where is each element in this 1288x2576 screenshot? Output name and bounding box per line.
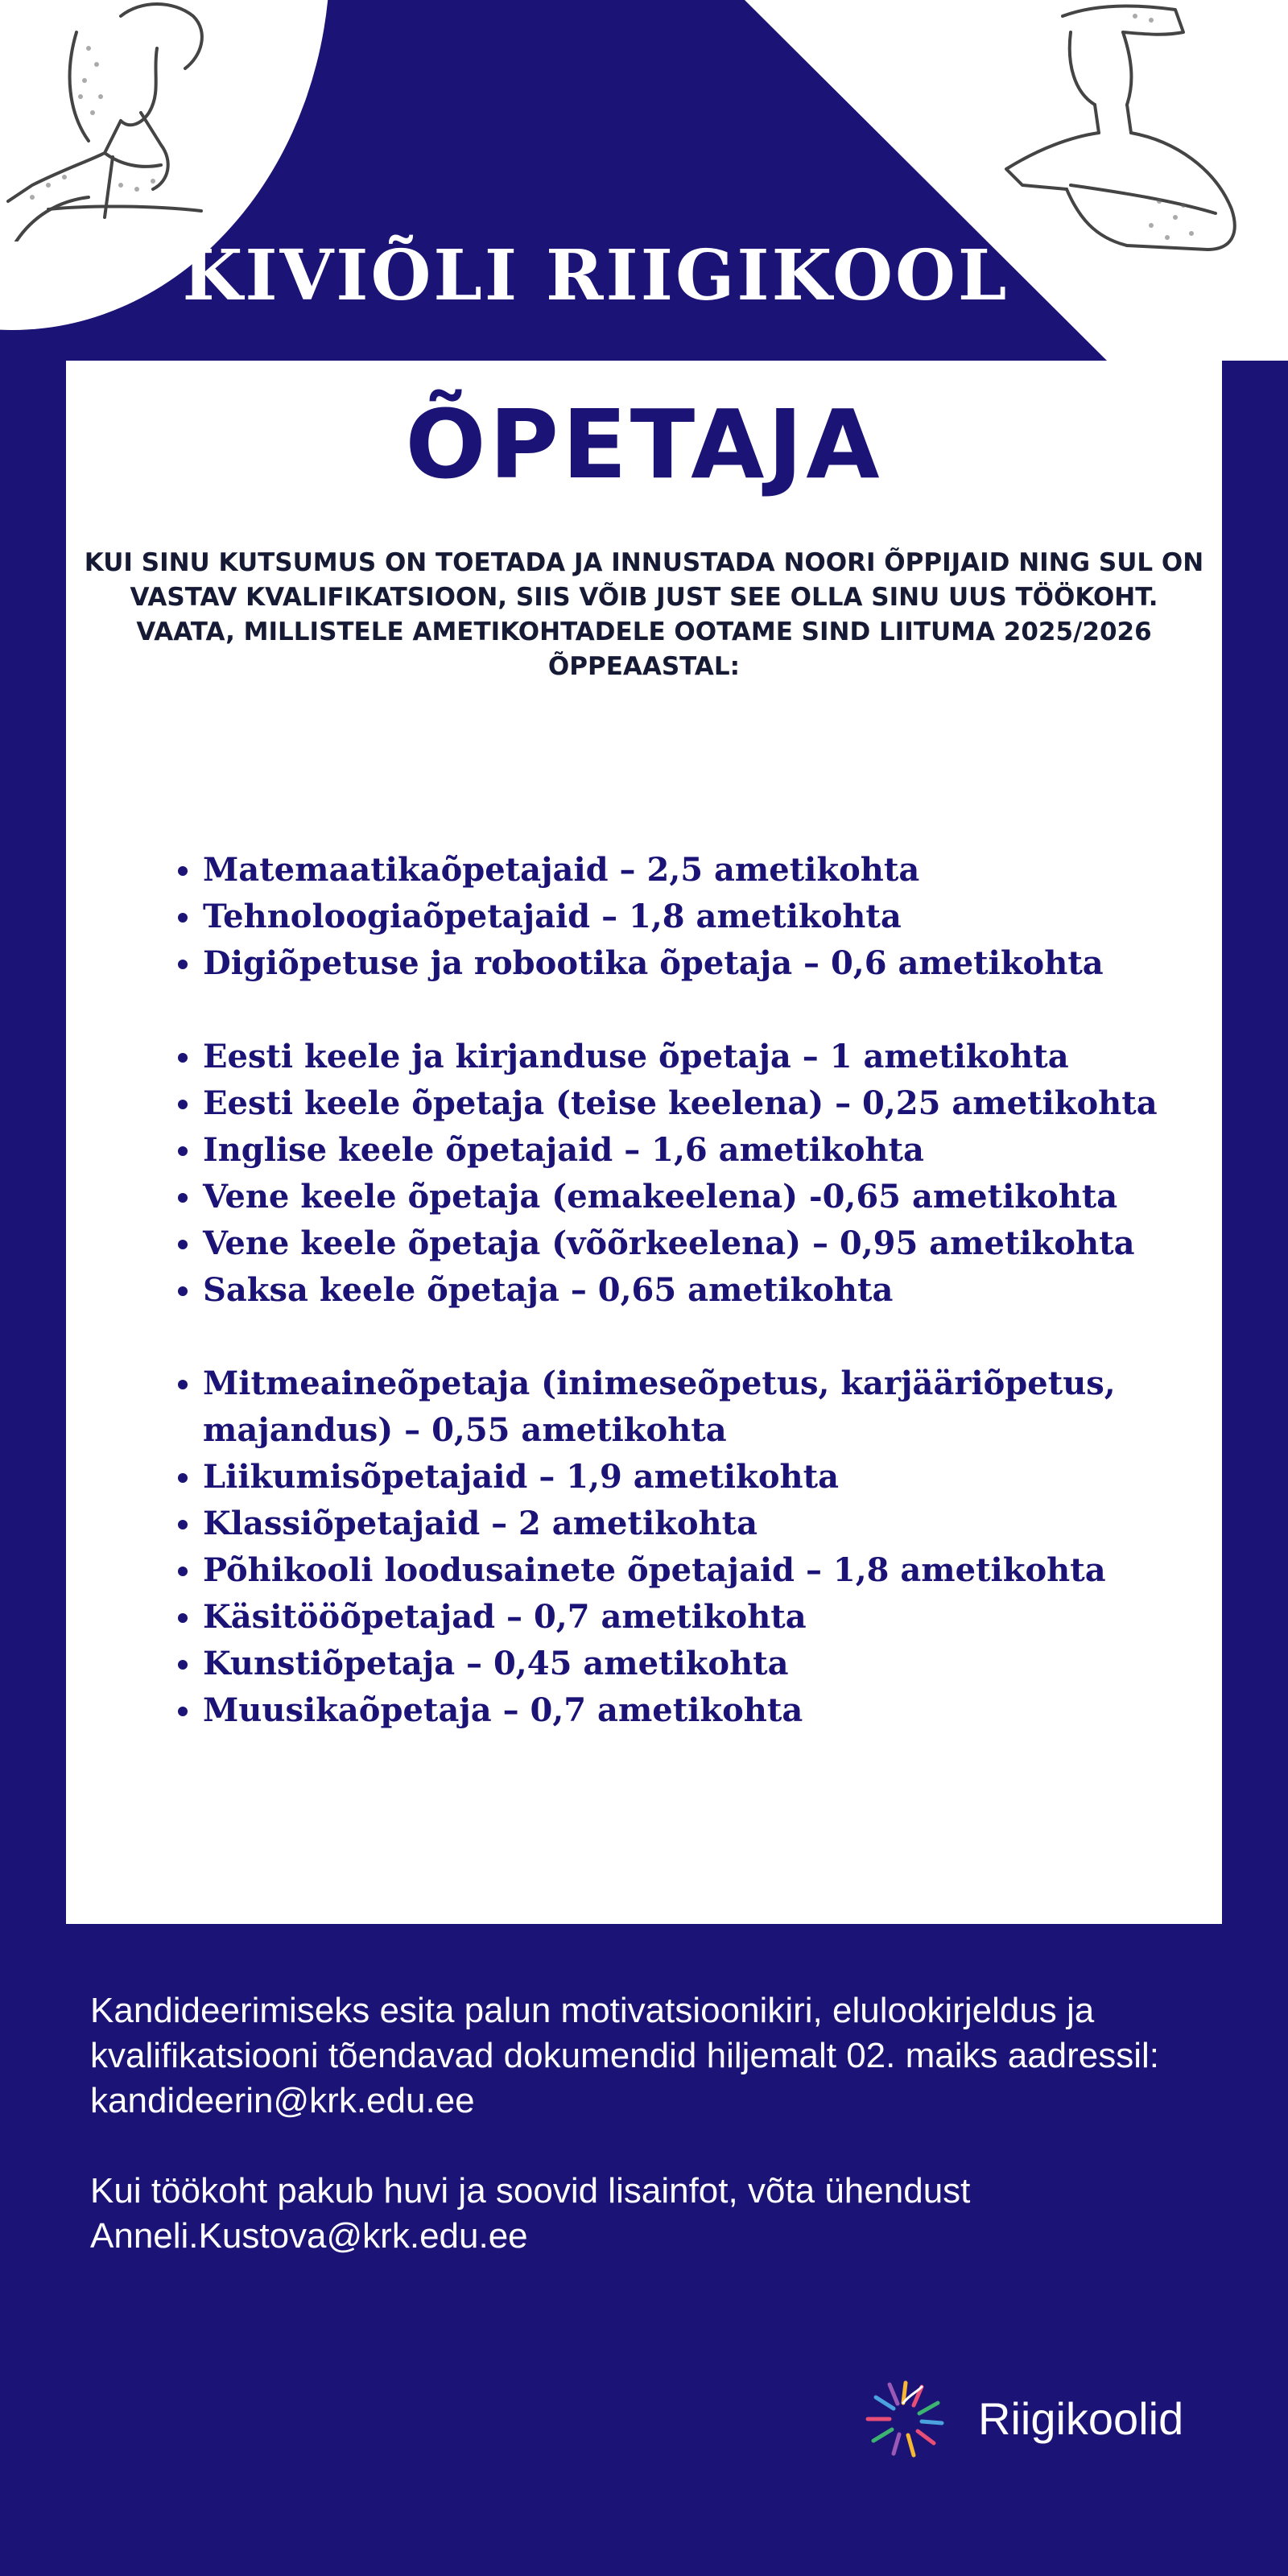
position-item: • Tehnoloogiaõpetajaid – 1,8 ametikohta — [203, 894, 1222, 940]
positions-list — [66, 847, 1222, 1781]
job-title: ÕPETAJA — [405, 389, 883, 500]
intro-paragraph: VAATA, MILLISTELE AMETIKOHTADELE OOTAME SIND LIITUMA 2025/2026 ÕPPEAASTAL: — [136, 617, 1152, 681]
position-item: • Eesti keele ja kirjanduse õpetaja – 1 ametikohta — [203, 1034, 1222, 1080]
intro-text — [82, 546, 1206, 684]
intro-paragraph: KUI SINU KUTSUMUS ON TOETADA JA INNUSTADA NOORI ÕPPIJAID NING SUL ON VASTAV KVALIFIKATSIOON, SIIS VÕIB JUST SEE OLLA SINU UUS TÖÖKOHT. — [84, 548, 1204, 612]
position-item: • Mitmeaineõpetaja (inimeseõpetus, karjääriõpetus, majandus) – 0,55 ametikohta — [203, 1360, 1222, 1454]
application-instructions: Kandideerimiseks esita palun motivatsioonikiri, elulookirjeldus ja kvalifikatsiooni tõendavad dokumendid hiljemalt 02. maiks aadressil: kandideerin@krk.edu.ee — [90, 1991, 1160, 2120]
position-item: • Muusikaõpetaja – 0,7 ametikohta — [203, 1687, 1222, 1734]
position-item: • Saksa keele õpetaja – 0,65 ametikohta — [203, 1267, 1222, 1314]
man-crossed-arms-illustration-icon — [990, 0, 1280, 266]
positions-group — [66, 1360, 1222, 1734]
brand-name: Riigikoolid — [978, 2393, 1184, 2444]
footer-text — [90, 1988, 1217, 2304]
position-item: • Kunstiõpetaja – 0,45 ametikohta — [203, 1641, 1222, 1687]
riigikoolid-burst-logo-icon — [853, 2367, 958, 2471]
positions-group — [66, 1034, 1222, 1314]
position-item: • Digiõpetuse ja robootika õpetaja – 0,6 ametikohta — [203, 940, 1222, 987]
job-card — [66, 361, 1222, 1924]
position-item: • Klassiõpetajaid – 2 ametikohta — [203, 1501, 1222, 1547]
position-item: • Vene keele õpetaja (emakeelena) -0,65 ametikohta — [203, 1174, 1222, 1220]
position-item: • Inglise keele õpetajaid – 1,6 ametikohta — [203, 1127, 1222, 1174]
contact-info: Kui töökoht pakub huvi ja soovid lisainfot, võta ühendust Anneli.Kustova@krk.edu.ee — [90, 2171, 971, 2256]
position-item: • Liikumisõpetajaid – 1,9 ametikohta — [203, 1454, 1222, 1501]
position-item: • Eesti keele õpetaja (teise keelena) – 0,25 ametikohta — [203, 1080, 1222, 1127]
school-name: KIVIÕLI RIIGIKOOL — [182, 235, 1009, 316]
position-item: • Vene keele õpetaja (võõrkeelena) – 0,95 ametikohta — [203, 1220, 1222, 1267]
position-item: • Põhikooli loodusainete õpetajaid – 1,8 ametikohta — [203, 1547, 1222, 1594]
position-item: • Käsitööõpetajad – 0,7 ametikohta — [203, 1594, 1222, 1641]
positions-group — [66, 847, 1222, 987]
position-item: • Matemaatikaõpetajaid – 2,5 ametikohta — [203, 847, 1222, 894]
brand-logo — [853, 2367, 1224, 2471]
thinking-woman-illustration-icon — [0, 0, 217, 242]
